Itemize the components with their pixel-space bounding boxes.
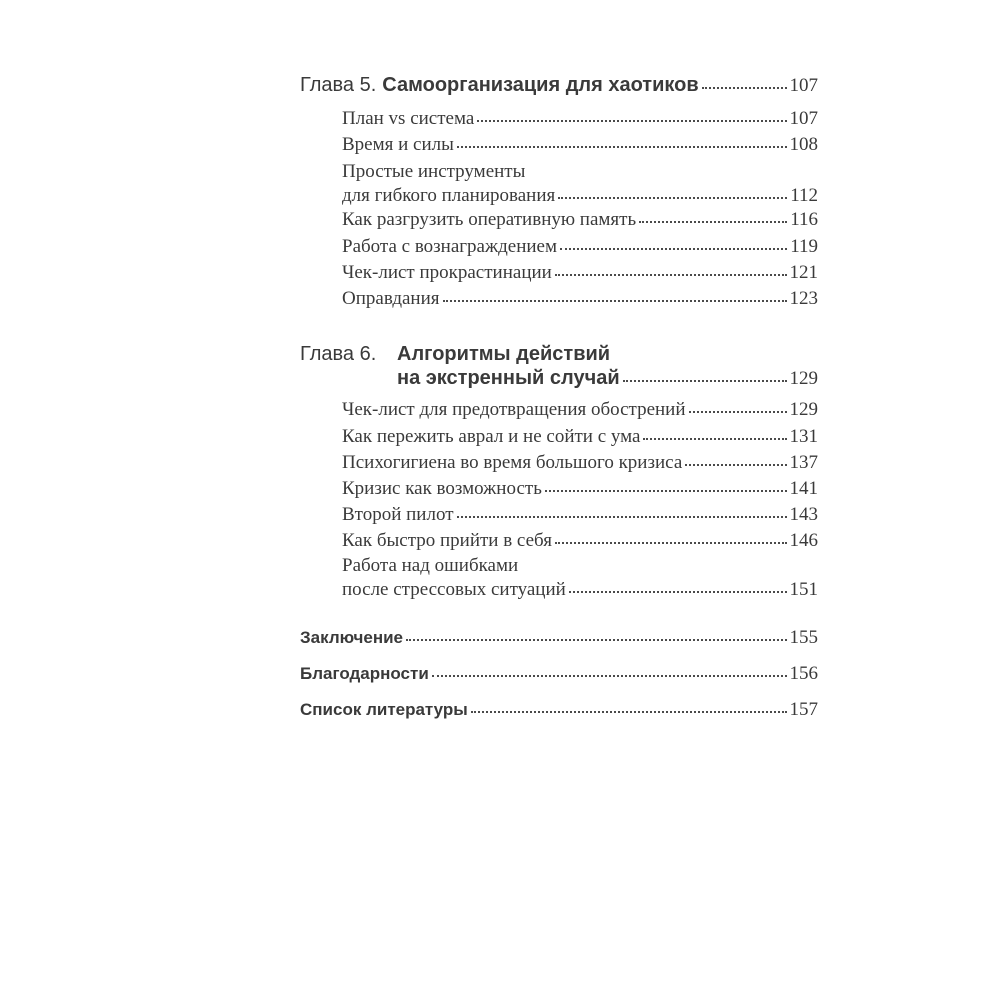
page-number: 112 bbox=[790, 185, 818, 206]
entry-title: Заключение bbox=[300, 628, 403, 647]
chapter-label: Глава 6. bbox=[300, 343, 377, 365]
toc-entry[interactable] bbox=[0, 183, 1000, 209]
page-number: 121 bbox=[789, 262, 818, 283]
entry-title-line1: Работа над ошибками bbox=[342, 555, 519, 576]
page-number: 129 bbox=[789, 399, 818, 420]
dot-leader bbox=[477, 119, 786, 122]
toc-entry[interactable] bbox=[0, 234, 1000, 260]
toc-entry[interactable] bbox=[0, 207, 1000, 233]
toc-entry[interactable] bbox=[0, 476, 1000, 502]
entry-title: Чек-лист прокрастинации bbox=[342, 262, 552, 283]
entry-title: Работа с вознаграждением bbox=[342, 236, 558, 257]
page-number: 141 bbox=[789, 478, 818, 499]
entry-title: Кризис как возможность bbox=[342, 478, 542, 499]
entry-title: Как разгрузить оперативную память bbox=[342, 209, 637, 230]
toc-chapter-6[interactable] bbox=[0, 365, 1000, 395]
toc-entry[interactable] bbox=[0, 132, 1000, 158]
toc-back-matter-entry[interactable] bbox=[0, 697, 1000, 723]
toc-back-matter-entry[interactable] bbox=[0, 625, 1000, 651]
dot-leader bbox=[639, 220, 787, 223]
dot-leader bbox=[689, 410, 787, 413]
dot-leader bbox=[569, 590, 787, 593]
dot-leader bbox=[555, 541, 787, 544]
entry-title: Как быстро прийти в себя bbox=[342, 530, 552, 551]
page-number: 156 bbox=[789, 663, 818, 684]
toc-back-matter-entry[interactable] bbox=[0, 661, 1000, 687]
toc-entry[interactable] bbox=[0, 502, 1000, 528]
entry-title: Время и силы bbox=[342, 134, 454, 155]
entry-title: Чек-лист для предотвращения обострений bbox=[342, 399, 686, 420]
toc-entry[interactable] bbox=[0, 397, 1000, 423]
dot-leader bbox=[623, 379, 787, 382]
entry-title: План vs система bbox=[342, 108, 475, 129]
toc-entry[interactable] bbox=[0, 577, 1000, 603]
entry-title: после стрессовых ситуаций bbox=[342, 579, 566, 600]
dot-leader bbox=[560, 247, 787, 250]
dot-leader bbox=[443, 299, 787, 302]
dot-leader bbox=[471, 710, 787, 713]
dot-leader bbox=[702, 86, 787, 89]
dot-leader bbox=[685, 463, 786, 466]
toc-entry[interactable] bbox=[0, 286, 1000, 312]
page-number: 155 bbox=[789, 627, 818, 648]
page-number: 151 bbox=[789, 579, 818, 600]
dot-leader bbox=[555, 273, 787, 276]
page-number: 116 bbox=[790, 209, 818, 230]
chapter-title: Самоорганизация для хаотиков bbox=[382, 74, 699, 96]
page-number: 137 bbox=[789, 452, 818, 473]
toc-chapter-5[interactable] bbox=[0, 72, 1000, 102]
dot-leader bbox=[643, 437, 786, 440]
dot-leader bbox=[558, 196, 787, 199]
page-number: 129 bbox=[789, 368, 818, 389]
entry-title: Оправдания bbox=[342, 288, 440, 309]
page-number: 157 bbox=[789, 699, 818, 720]
chapter-title: на экстренный случай bbox=[397, 367, 620, 389]
toc-entry[interactable] bbox=[0, 106, 1000, 132]
entry-title: Психогигиена во время большого кризиса bbox=[342, 452, 683, 473]
toc-entry[interactable] bbox=[0, 424, 1000, 450]
dot-leader bbox=[457, 145, 787, 148]
chapter-title-line1: Алгоритмы действий bbox=[397, 343, 611, 365]
dot-leader bbox=[406, 638, 787, 641]
page-number: 107 bbox=[789, 108, 818, 129]
entry-title: Благодарности bbox=[300, 664, 429, 683]
entry-title: Как пережить аврал и не сойти с ума bbox=[342, 426, 641, 447]
page-number: 146 bbox=[789, 530, 818, 551]
page-number: 107 bbox=[789, 75, 818, 96]
entry-title-line1: Простые инструменты bbox=[342, 161, 526, 182]
page-number: 123 bbox=[789, 288, 818, 309]
chapter-label: Глава 5. bbox=[300, 74, 377, 96]
entry-title: Второй пилот bbox=[342, 504, 454, 525]
dot-leader bbox=[545, 489, 787, 492]
toc-entry[interactable] bbox=[0, 450, 1000, 476]
entry-title: Список литературы bbox=[300, 700, 468, 719]
page-number: 143 bbox=[789, 504, 818, 525]
dot-leader bbox=[457, 515, 787, 518]
toc-entry[interactable] bbox=[0, 260, 1000, 286]
entry-title: для гибкого планирования bbox=[342, 185, 556, 206]
page-number: 108 bbox=[789, 134, 818, 155]
page-number: 131 bbox=[789, 426, 818, 447]
page-number: 119 bbox=[790, 236, 818, 257]
dot-leader bbox=[432, 674, 787, 677]
toc-entry[interactable] bbox=[0, 528, 1000, 554]
